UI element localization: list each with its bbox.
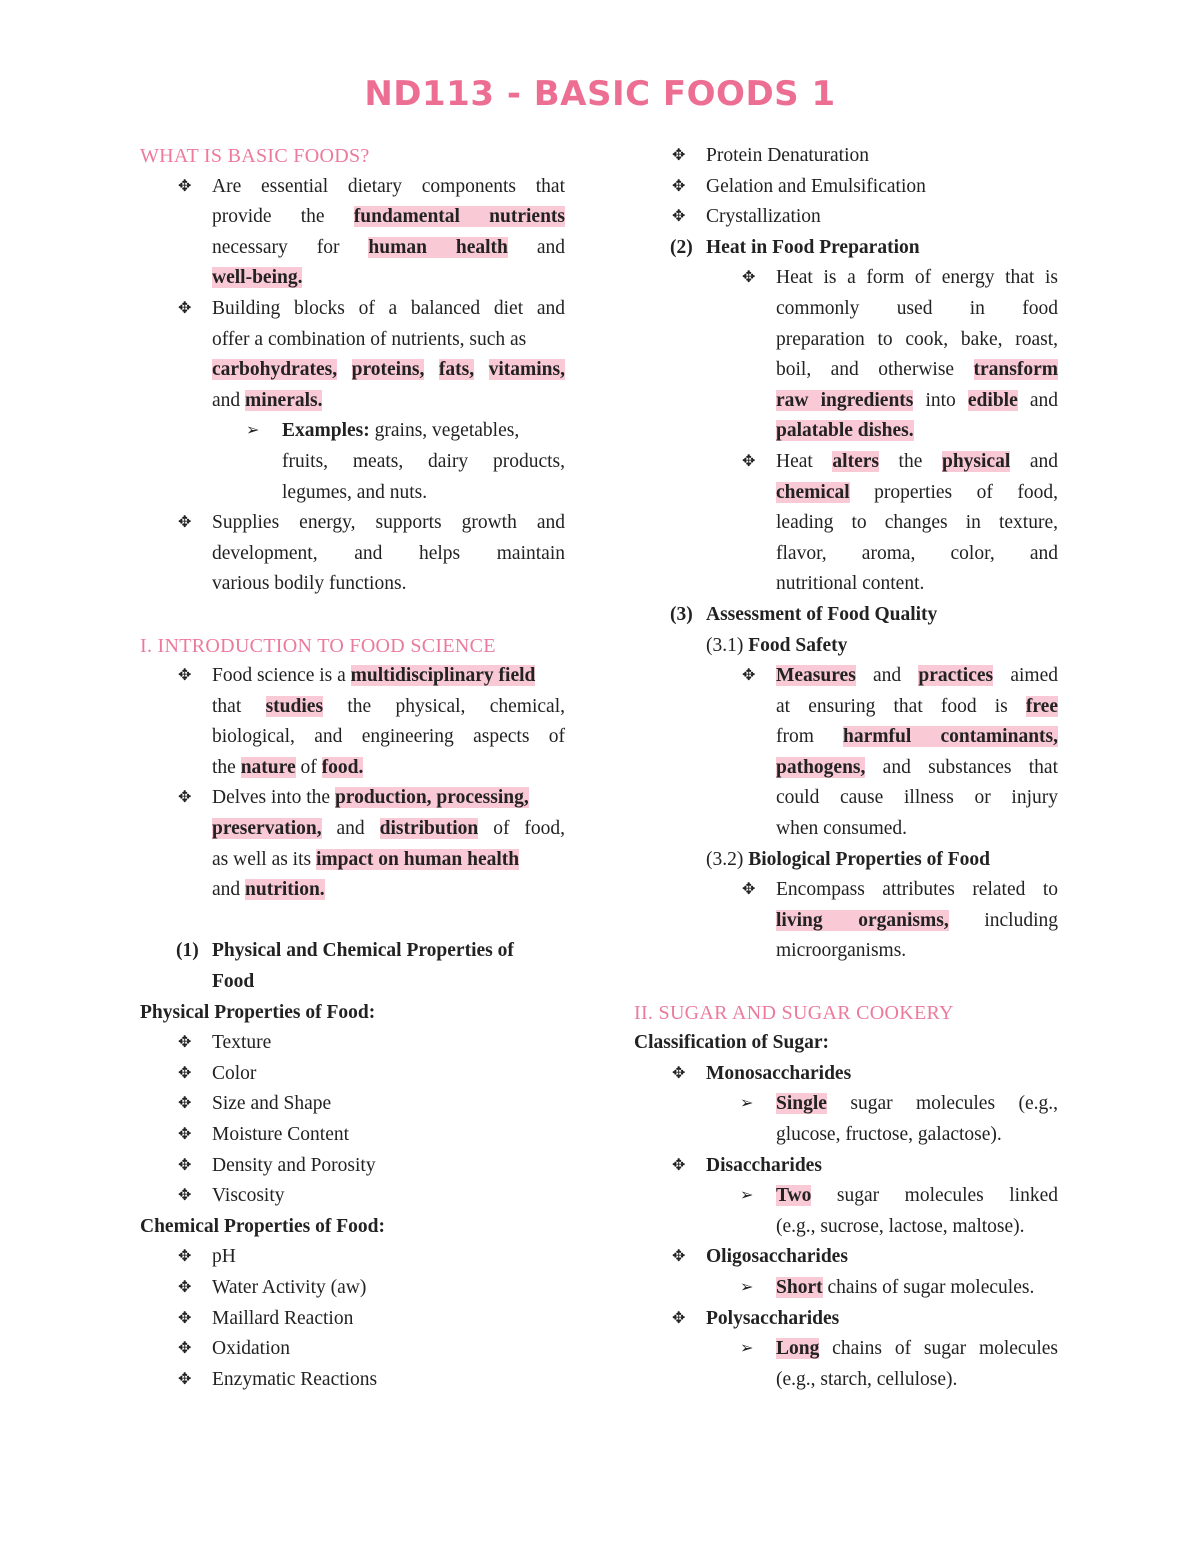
intro-bullet-2: ✥ Delves into the production, processing, preservation, and distribution of food, as well as its impact on human health and nutrition.: [140, 783, 565, 905]
bullet-icon: ✥: [672, 1248, 686, 1266]
chemical-properties-list: [140, 1242, 565, 1395]
bullet-icon: ✥: [178, 1156, 192, 1174]
section-3-heading: (3) Assessment of Food Quality: [670, 603, 938, 625]
bullet-icon: ✥: [742, 452, 756, 470]
oligosaccharides: ✥ Oligosaccharides ➢ Short chains of sugar molecules.: [634, 1242, 1058, 1303]
arrow-icon: ➢: [246, 422, 260, 440]
subsection-3-2-heading: (3.2) Biological Properties of Food: [706, 848, 990, 870]
right-column: [634, 141, 1058, 1395]
bullet-icon: ✥: [178, 667, 192, 685]
highlight: fundamental nutrients: [353, 206, 565, 228]
bullet-icon: ✥: [672, 177, 686, 195]
bullet-icon: ✥: [178, 1278, 192, 1296]
heat-bullet-2: ✥ Heat alters the physical and chemical properties of food, leading to changes in texture, flavor, aroma, color, and nutritional content.: [634, 447, 1058, 600]
bullet-icon: ✥: [178, 1309, 192, 1327]
what-is-bullet-3: ✥ Supplies energy, supports growth and development, and helps maintain various bodily functions.: [140, 508, 565, 600]
bullet-icon: ✥: [178, 1034, 192, 1052]
arrow-icon: ➢: [740, 1187, 754, 1205]
subsection-3-1-heading: (3.1) Food Safety: [706, 634, 848, 656]
arrow-icon: ➢: [740, 1278, 754, 1296]
physical-property-item: ✥ Density and Porosity: [140, 1151, 565, 1182]
chemical-property-item: ✥ Oxidation: [140, 1334, 565, 1365]
bullet-icon: ✥: [178, 177, 192, 195]
polysaccharides: ✥ Polysaccharides ➢ Long chains of sugar molecules (e.g., starch, cellulose).: [634, 1304, 1058, 1396]
bullet-icon: ✥: [178, 299, 192, 317]
bullet-icon: ✥: [178, 1187, 192, 1205]
bullet-icon: ✥: [742, 667, 756, 685]
biological-properties-bullet: ✥ Encompass attributes related to living organisms, including microorganisms.: [634, 875, 1058, 967]
chemical-property-item: ✥ Crystallization: [634, 202, 1058, 233]
arrow-icon: ➢: [740, 1095, 754, 1113]
bullet-icon: ✥: [672, 1309, 686, 1327]
what-is-bullet-1: ✥ Are essential dietary components that provide the fundamental nutrients necessary for human health and well-being.: [140, 172, 565, 294]
bullet-icon: ✥: [178, 1340, 192, 1358]
bullet-icon: ✥: [672, 208, 686, 226]
bullet-icon: ✥: [178, 1095, 192, 1113]
bullet-icon: ✥: [178, 1064, 192, 1082]
what-is-bullet-2: ✥ Building blocks of a balanced diet and offer a combination of nutrients, such as carbohydrates, proteins, fats, vitamins, and minerals. ➢ Examples: grains, vegetables, fruits, meats, dairy products, legumes, and nuts.: [140, 294, 565, 508]
chemical-property-item: ✥ Gelation and Emulsification: [634, 172, 1058, 203]
physical-property-item: ✥ Color: [140, 1059, 565, 1090]
monosaccharides: ✥ Monosaccharides ➢ Single sugar molecules (e.g., glucose, fructose, galactose).: [634, 1059, 1058, 1151]
chemical-properties-heading: Chemical Properties of Food:: [140, 1215, 385, 1237]
bullet-icon: ✥: [178, 789, 192, 807]
bullet-icon: ✥: [742, 269, 756, 287]
highlight: well-being.: [212, 267, 303, 289]
physical-property-item: ✥ Moisture Content: [140, 1120, 565, 1151]
bullet-icon: ✥: [178, 1126, 192, 1143]
heat-bullet-1: ✥ Heat is a form of energy that is commonly used in food preparation to cook, bake, roast, boil, and otherwise transform raw ingredients into edible and palatable dishes.: [634, 263, 1058, 447]
chemical-property-item: ✥ pH: [140, 1242, 565, 1273]
bullet-icon: ✥: [178, 1370, 192, 1388]
chemical-property-item: ✥ Water Activity (aw): [140, 1273, 565, 1304]
bullet-icon: ✥: [672, 147, 686, 164]
chemical-property-item: ✥ Enzymatic Reactions: [140, 1365, 565, 1396]
intro-heading: I. INTRODUCTION TO FOOD SCIENCE: [140, 634, 496, 657]
section-2-heading: (2) Heat in Food Preparation: [670, 236, 920, 258]
bullet-icon: ✥: [672, 1064, 686, 1082]
left-column: [140, 141, 565, 1395]
what-is-heading: WHAT IS BASIC FOODS?: [140, 145, 370, 167]
page-title: ND113 - BASIC FOODS 1: [364, 74, 836, 114]
physical-properties-list: [140, 1028, 565, 1212]
physical-property-item: ✥ Size and Shape: [140, 1089, 565, 1120]
bullet-icon: ✥: [672, 1156, 686, 1174]
physical-property-item: ✥ Texture: [140, 1028, 565, 1059]
sugar-heading: II. SUGAR AND SUGAR COOKERY: [634, 1001, 954, 1024]
disaccharides: ✥ Disaccharides ➢ Two sugar molecules linked (e.g., sucrose, lactose, maltose).: [634, 1151, 1058, 1243]
classification-heading: Classification of Sugar:: [634, 1032, 829, 1054]
section-1-heading: (1) Physical and Chemical Properties of Food: [176, 940, 514, 993]
chemical-property-item: ✥ Maillard Reaction: [140, 1304, 565, 1335]
bullet-icon: ✥: [178, 514, 192, 532]
bullet-icon: ✥: [742, 881, 756, 899]
arrow-icon: ➢: [740, 1340, 754, 1358]
physical-properties-heading: Physical Properties of Food:: [140, 1001, 376, 1023]
highlight: human health: [368, 236, 508, 258]
intro-bullet-1: ✥ Food science is a multidisciplinary field that studies the physical, chemical, biological, and engineering aspects of the nature of food.: [140, 661, 565, 783]
physical-property-item: ✥ Viscosity: [140, 1181, 565, 1212]
bullet-icon: ✥: [178, 1248, 192, 1266]
food-safety-bullet: ✥ Measures and practices aimed at ensuring that food is free from harmful contaminants, pathogens, and substances that could cause illness or injury when consumed.: [634, 661, 1058, 845]
chemical-property-item: ✥ Protein Denaturation: [634, 141, 1058, 172]
chemical-properties-continued-list: [634, 141, 1058, 233]
